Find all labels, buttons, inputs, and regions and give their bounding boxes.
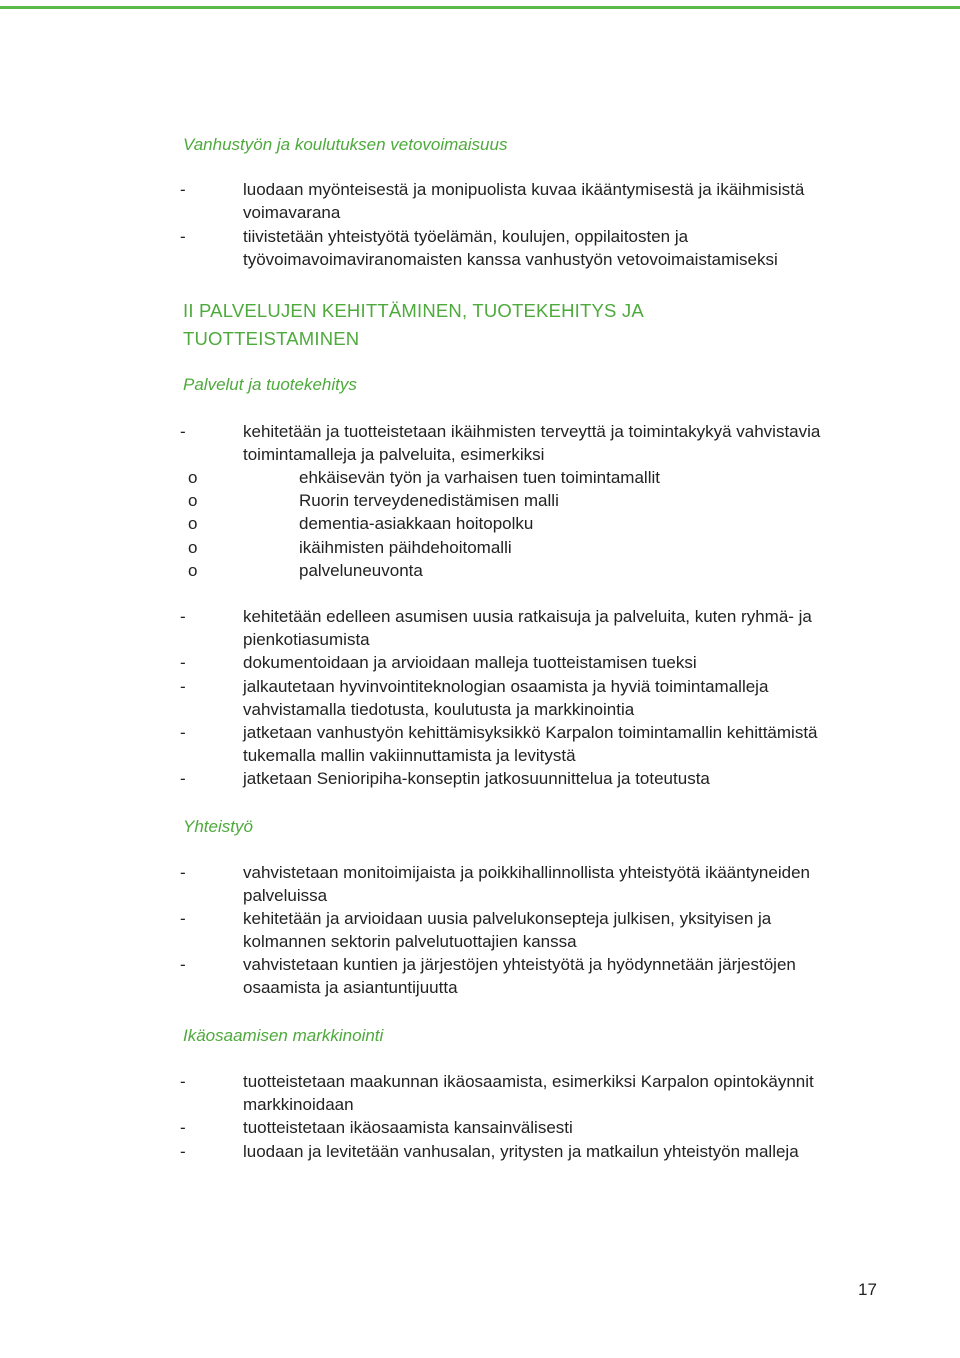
bullet: o [188,560,198,580]
page-number: 17 [858,1280,877,1299]
heading-palvelut-tuotekehitys: Palvelut ja tuotekehitys [183,375,357,394]
sub-list-item [180,466,830,489]
list-item-text: tiivistetään yhteistyötä työelämän, koulujen, oppilaitosten ja työvoimavoimaviranomaisten kanssa vanhustyön vetovoimaistamiseksi [243,227,778,270]
dash: - [180,955,186,974]
list-item [180,675,830,721]
list-item-text: kehitetään ja tuotteistetaan ikäihmisten terveyttä ja toimintakykyä vahvistavia toimintamalleja ja palveluita, esimerkiksi [243,422,821,465]
list-item-text: kehitetään ja arvioidaan uusia palvelukonsepteja julkisen, yksityisen ja kolmannen sektorin palvelutuottajien kanssa [243,909,772,952]
dash: - [180,607,186,626]
list-item-text: tuotteistetaan maakunnan ikäosaamista, esimerkiksi Karpalon opintokäynnit markkinoidaan [243,1072,814,1115]
sub-list-item [180,559,830,582]
dash: - [180,1118,186,1137]
sub-list-item-text: ikäihmisten päihdehoitomalli [299,537,512,557]
dash: - [180,653,186,672]
list-item [180,861,830,907]
dash: - [180,1142,186,1161]
dash: - [180,677,186,696]
list-item-text: vahvistetaan kuntien ja järjestöjen yhteistyötä ja hyödynnetään järjestöjen osaamista ja asiantuntijuutta [243,955,796,998]
list-item-text: jalkautetaan hyvinvointiteknologian osaamista ja hyviä toimintamalleja vahvistamalla tiedotusta, koulutusta ja markkinointia [243,677,769,720]
dash: - [180,1072,186,1091]
bullet: o [188,468,198,487]
list-item [180,907,830,953]
list-item-text: luodaan ja levitetään vanhusalan, yritysten ja matkailun yhteistyön malleja [243,1142,799,1161]
list-item [180,178,830,224]
sub-list-item [180,489,830,512]
heading-yhteistyo: Yhteistyö [183,817,253,836]
sub-list-item-text: Ruorin terveydenedistämisen malli [299,491,559,511]
list-item-text: vahvistetaan monitoimijaista ja poikkihallinnollista yhteistyötä ikääntyneiden palveluissa [243,863,810,906]
section-title-ii: II PALVELUJEN KEHITTÄMINEN, TUOTEKEHITYS JA TUOTTEISTAMINEN [183,300,643,349]
sub-list-item-text: palveluneuvonta [299,560,423,580]
bullet: o [188,537,198,557]
list-item-text: jatketaan vanhustyön kehittämisyksikkö Karpalon toimintamallin kehittämistä tukemalla mallin vakiinnuttamista ja levitystä [243,723,818,766]
dash: - [180,909,186,928]
list-item [180,953,830,999]
list-item [180,1116,830,1139]
list-item [180,605,830,651]
list-item [180,1140,830,1163]
list-item-text: tuotteistetaan ikäosaamista kansainvälisesti [243,1118,573,1137]
dash: - [180,863,186,882]
dash: - [180,180,186,199]
list-item [180,651,830,674]
list-item-text: jatketaan Senioripiha-konseptin jatkosuunnittelua ja toteutusta [243,769,710,788]
sub-list-item-text: ehkäisevän työn ja varhaisen tuen toimintamallit [299,468,660,487]
sub-list-item [180,536,830,559]
list-item [180,721,830,767]
list-item [180,225,830,271]
list-item-text: luodaan myönteisestä ja monipuolista kuvaa ikääntymisestä ja ikäihmisistä voimavarana [243,180,805,223]
list-item [180,1070,830,1116]
list-item-text: kehitetään edelleen asumisen uusia ratkaisuja ja palveluita, kuten ryhmä- ja pienkotiasumista [243,607,812,650]
top-green-rule [0,6,960,9]
bullet: o [188,491,198,511]
dash: - [180,723,186,742]
list-item-text: dokumentoidaan ja arvioidaan malleja tuotteistamisen tueksi [243,653,697,672]
dash: - [180,769,186,788]
sub-list [180,466,830,582]
dash: - [180,422,186,441]
sub-list-item-text: dementia-asiakkaan hoitopolku [299,514,534,534]
dash: - [180,227,186,246]
heading-vanhustyon-vetovoimaisuus: Vanhustyön ja koulutuksen vetovoimaisuus [183,135,508,154]
bullet: o [188,514,198,534]
sub-list-item [180,512,830,535]
list-item [180,767,830,790]
list-item [180,420,830,466]
heading-ikaosaamisen-markkinointi: Ikäosaamisen markkinointi [183,1026,384,1045]
